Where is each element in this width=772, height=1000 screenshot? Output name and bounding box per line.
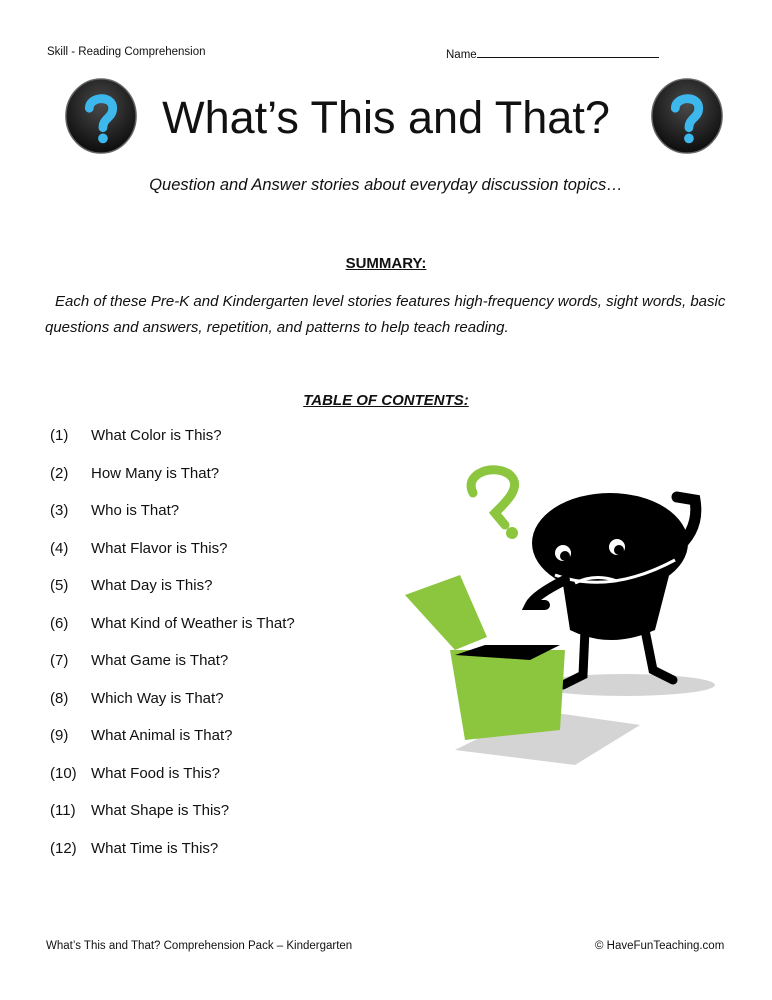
toc-number: (5) <box>50 577 69 594</box>
toc-number: (7) <box>50 652 69 669</box>
toc-number: (11) <box>50 802 76 819</box>
name-label: Name <box>446 49 477 61</box>
toc-number: (3) <box>50 502 69 519</box>
toc-item <box>50 540 295 578</box>
subtitle: Question and Answer stories about everyday discussion topics… <box>149 176 623 194</box>
curious-character-with-box-illustration <box>395 455 725 765</box>
toc-label: What Day is This? <box>91 577 213 594</box>
toc-item <box>50 840 295 878</box>
toc-item <box>50 577 295 615</box>
page-title: What’s This and That? <box>162 92 610 143</box>
toc-number: (8) <box>50 689 69 707</box>
toc-number: (1) <box>50 427 69 444</box>
summary-text: Each of these Pre-K and Kindergarten level stories features high-frequency words, sight words, basic questions and answers, repetition, and patterns to help teach reading. <box>45 293 726 336</box>
toc-label: What Shape is This? <box>91 802 230 819</box>
toc-label: Which Way is That? <box>91 689 224 707</box>
footer-pack-title: What’s This and That? Comprehension Pack – Kindergarten <box>46 940 353 952</box>
toc-item <box>50 502 295 540</box>
toc-item <box>50 765 295 803</box>
toc-label: What Food is This? <box>91 764 220 782</box>
toc-number: (12) <box>50 839 77 857</box>
toc-item <box>50 802 295 840</box>
skill-label: Skill - Reading Comprehension <box>47 46 206 58</box>
toc-label: What Kind of Weather is That? <box>91 614 295 632</box>
toc-label: Who is That? <box>91 502 180 519</box>
toc-number: (4) <box>50 539 69 557</box>
footer-copyright: © HaveFunTeaching.com <box>595 940 725 952</box>
toc-label: What Time is This? <box>91 839 219 857</box>
toc-item <box>50 427 295 465</box>
toc-heading: TABLE OF CONTENTS: <box>303 392 469 409</box>
toc-number: (10) <box>50 764 77 782</box>
toc-item <box>50 652 295 690</box>
name-blank-line <box>477 46 659 58</box>
toc-number: (6) <box>50 614 69 632</box>
toc-label: What Flavor is This? <box>91 539 228 557</box>
toc-list <box>50 427 295 877</box>
toc-item <box>50 727 295 765</box>
summary-heading: SUMMARY: <box>345 255 427 272</box>
name-field <box>446 46 659 61</box>
toc-label: What Color is This? <box>91 427 222 444</box>
toc-label: How Many is That? <box>91 464 220 482</box>
toc-number: (2) <box>50 464 69 482</box>
toc-item <box>50 615 295 653</box>
toc-item <box>50 690 295 728</box>
toc-label: What Game is That? <box>91 652 229 669</box>
toc-item <box>50 465 295 503</box>
toc-number: (9) <box>50 727 69 744</box>
toc-label: What Animal is That? <box>91 727 233 744</box>
